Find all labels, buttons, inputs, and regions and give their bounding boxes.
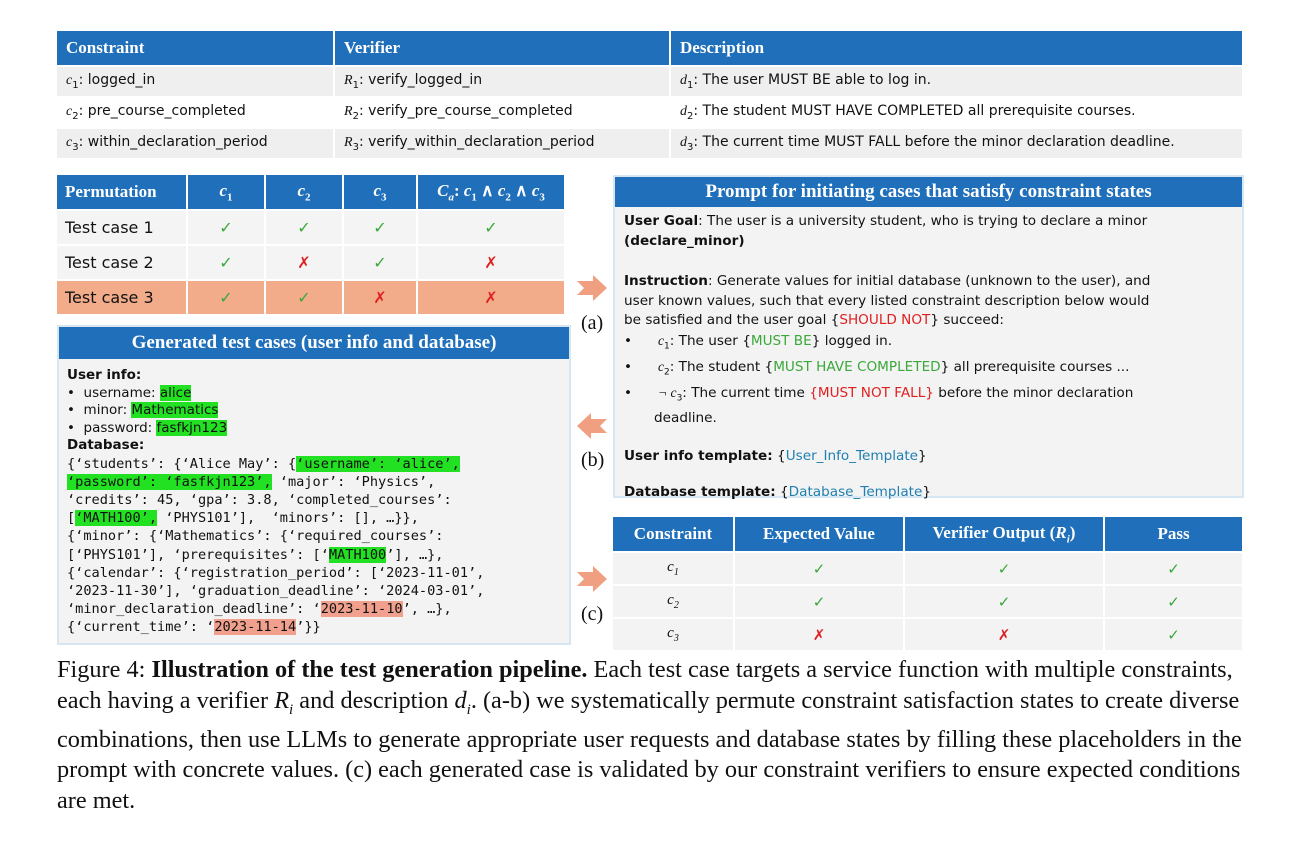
table-cell: $c_2$: pre_course_completed (57, 97, 334, 128)
prompt-panel (613, 175, 1244, 501)
check-icon: ✓ (343, 210, 417, 245)
table-cell: $d_1$: The user MUST BE able to log in. (670, 66, 1243, 97)
step-label-b: (b) (581, 449, 605, 471)
database-label: Database: (67, 437, 145, 453)
instruction-line: be satisfied and the user goal {SHOULD NOT} succeed: (624, 312, 1004, 328)
table-cell: $R_1$: verify_logged_in (334, 66, 670, 97)
list-item: • ¬ $c_3$: The current time {MUST NOT FALL} before the minor declaration (624, 384, 1134, 404)
permutation-table (57, 175, 566, 314)
instruction-line: user known values, such that every listed constraint description below would (624, 292, 1150, 309)
check-icon: ✓ (187, 245, 265, 280)
check-icon: ✓ (904, 552, 1104, 585)
check-icon: ✓ (343, 245, 417, 280)
cross-icon: ✗ (734, 618, 904, 650)
verifier-table (613, 517, 1244, 650)
column-header: Pass (1104, 517, 1243, 552)
list-item: • $c_1$: The user {MUST BE} logged in. (624, 332, 893, 352)
table-row (613, 552, 1243, 585)
database-template: Database template: {Database_Template} (624, 484, 932, 501)
figure-caption: Figure 4: Illustration of the test generation pipeline. Each test case targets a service function with multiple constraints, each having a verifier $R_i$ and description $d_i$. (a-b) we systematically permute constraint satisfaction states to create diverse combinations, then use LLMs to generate appropriate user requests and database states by filling these placeholders in the prompt with concrete values. (c) each generated case is validated by our constraint verifiers to ensure expected conditions are met. (57, 656, 1242, 814)
column-header: Constraint (57, 31, 334, 66)
table-cell: $c_2$ (613, 585, 734, 618)
column-header: $c_2$ (265, 175, 343, 210)
check-icon: ✓ (265, 210, 343, 245)
list-item-continued: deadline. (654, 410, 717, 427)
row-label: Test case 3 (57, 280, 187, 314)
table-row (57, 97, 1243, 128)
check-icon: ✓ (417, 210, 565, 245)
table-cell: $c_3$ (613, 618, 734, 650)
row-label: Test case 2 (57, 245, 187, 280)
check-icon: ✓ (265, 280, 343, 314)
column-header: Constraint (613, 517, 734, 552)
instruction: Instruction: Generate values for initial database (unknown to the user), and (624, 273, 1151, 289)
column-header: Permutation (57, 175, 187, 210)
user-info-label: User info: (67, 367, 142, 383)
check-icon: ✓ (187, 210, 265, 245)
column-header: Description (670, 31, 1243, 66)
table-cell: $c_1$ (613, 552, 734, 585)
check-icon: ✓ (734, 552, 904, 585)
check-icon: ✓ (734, 585, 904, 618)
user-info-template: User info template: {User_Info_Template} (624, 447, 927, 464)
password-value: fasfkjn123 (156, 419, 228, 436)
cross-icon: ✗ (417, 245, 565, 280)
table-row (57, 245, 565, 280)
cross-icon: ✗ (343, 280, 417, 314)
table-header-row (57, 31, 1243, 66)
database-json: {‘students’: {‘Alice May’: {‘username’: ‘alice’, ‘password’: ‘fasfkjn123’, ‘major’: ‘Physics’, ‘credits’: 45, ‘gpa’: 3.8, ‘completed_courses’: [‘MATH100’, ‘PHYS101’], ‘minors’: [], …}}, {‘minor’: {‘Mathematics’: {‘required_courses’: [‘PHYS101’], ‘prerequisites’: [‘MATH100’], …}, {‘calendar’: {‘registration_period’: [‘2023-11-01’, ‘2023-11-30’], ‘graduation_deadline’: ‘2024-03-01’, ‘minor_declaration_deadline’: ‘2023-11-10’, …}, {‘current_time’: ‘2023-11-14’}} (67, 455, 485, 636)
check-icon: ✓ (904, 585, 1104, 618)
column-header: Verifier Output $(R_i)$ (904, 517, 1104, 552)
table-cell: $d_3$: The current time MUST FALL before the minor declaration deadline. (670, 128, 1243, 158)
table-cell: $c_3$: within_declaration_period (57, 128, 334, 158)
table-cell: $d_2$: The student MUST HAVE COMPLETED all prerequisite courses. (670, 97, 1243, 128)
table-row (57, 210, 565, 245)
check-icon: ✓ (1104, 552, 1243, 585)
panel-title: Generated test cases (user info and database) (59, 327, 569, 359)
check-icon: ✓ (1104, 618, 1243, 650)
step-label-a: (a) (581, 312, 604, 334)
column-header: $c_1$ (187, 175, 265, 210)
table-row-highlighted (57, 280, 565, 314)
minor-value: Mathematics (131, 402, 219, 418)
column-header: $c_3$ (343, 175, 417, 210)
right-arrow-icon (577, 566, 609, 592)
right-arrow-icon (577, 275, 609, 301)
column-header: Expected Value (734, 517, 904, 552)
list-item: • minor: Mathematics (67, 402, 219, 418)
table-header-row (613, 517, 1243, 552)
table-row (613, 618, 1243, 650)
cross-icon: ✗ (265, 245, 343, 280)
table-cell: $R_2$: verify_pre_course_completed (334, 97, 670, 128)
table-header-row (57, 175, 565, 210)
cross-icon: ✗ (417, 280, 565, 314)
user-goal: User Goal: The user is a university student, who is trying to declare a minor (624, 213, 1148, 229)
constraint-table (57, 31, 1244, 158)
left-arrow-icon (577, 413, 609, 439)
panel-title: Prompt for initiating cases that satisfy constraint states (615, 177, 1242, 207)
check-icon: ✓ (187, 280, 265, 314)
row-label: Test case 1 (57, 210, 187, 245)
table-cell: $c_1$: logged_in (57, 66, 334, 97)
list-item: • username: alice (67, 384, 192, 401)
table-row (613, 585, 1243, 618)
username-value: alice (159, 384, 192, 401)
table-row (57, 66, 1243, 97)
cross-icon: ✗ (904, 618, 1104, 650)
column-header: Verifier (334, 31, 670, 66)
table-cell: $R_3$: verify_within_declaration_period (334, 128, 670, 158)
column-header: $C_a$: $c_1$ ∧ $c_2$ ∧ $c_3$ (417, 175, 565, 210)
generated-test-cases-panel (57, 325, 571, 645)
check-icon: ✓ (1104, 585, 1243, 618)
step-label-c: (c) (581, 603, 604, 625)
user-goal-function: (declare_minor) (624, 232, 745, 249)
list-item: • $c_2$: The student {MUST HAVE COMPLETED} all prerequisite courses ... (624, 358, 1130, 378)
list-item: • password: fasfkjn123 (67, 419, 228, 436)
table-row (57, 128, 1243, 158)
